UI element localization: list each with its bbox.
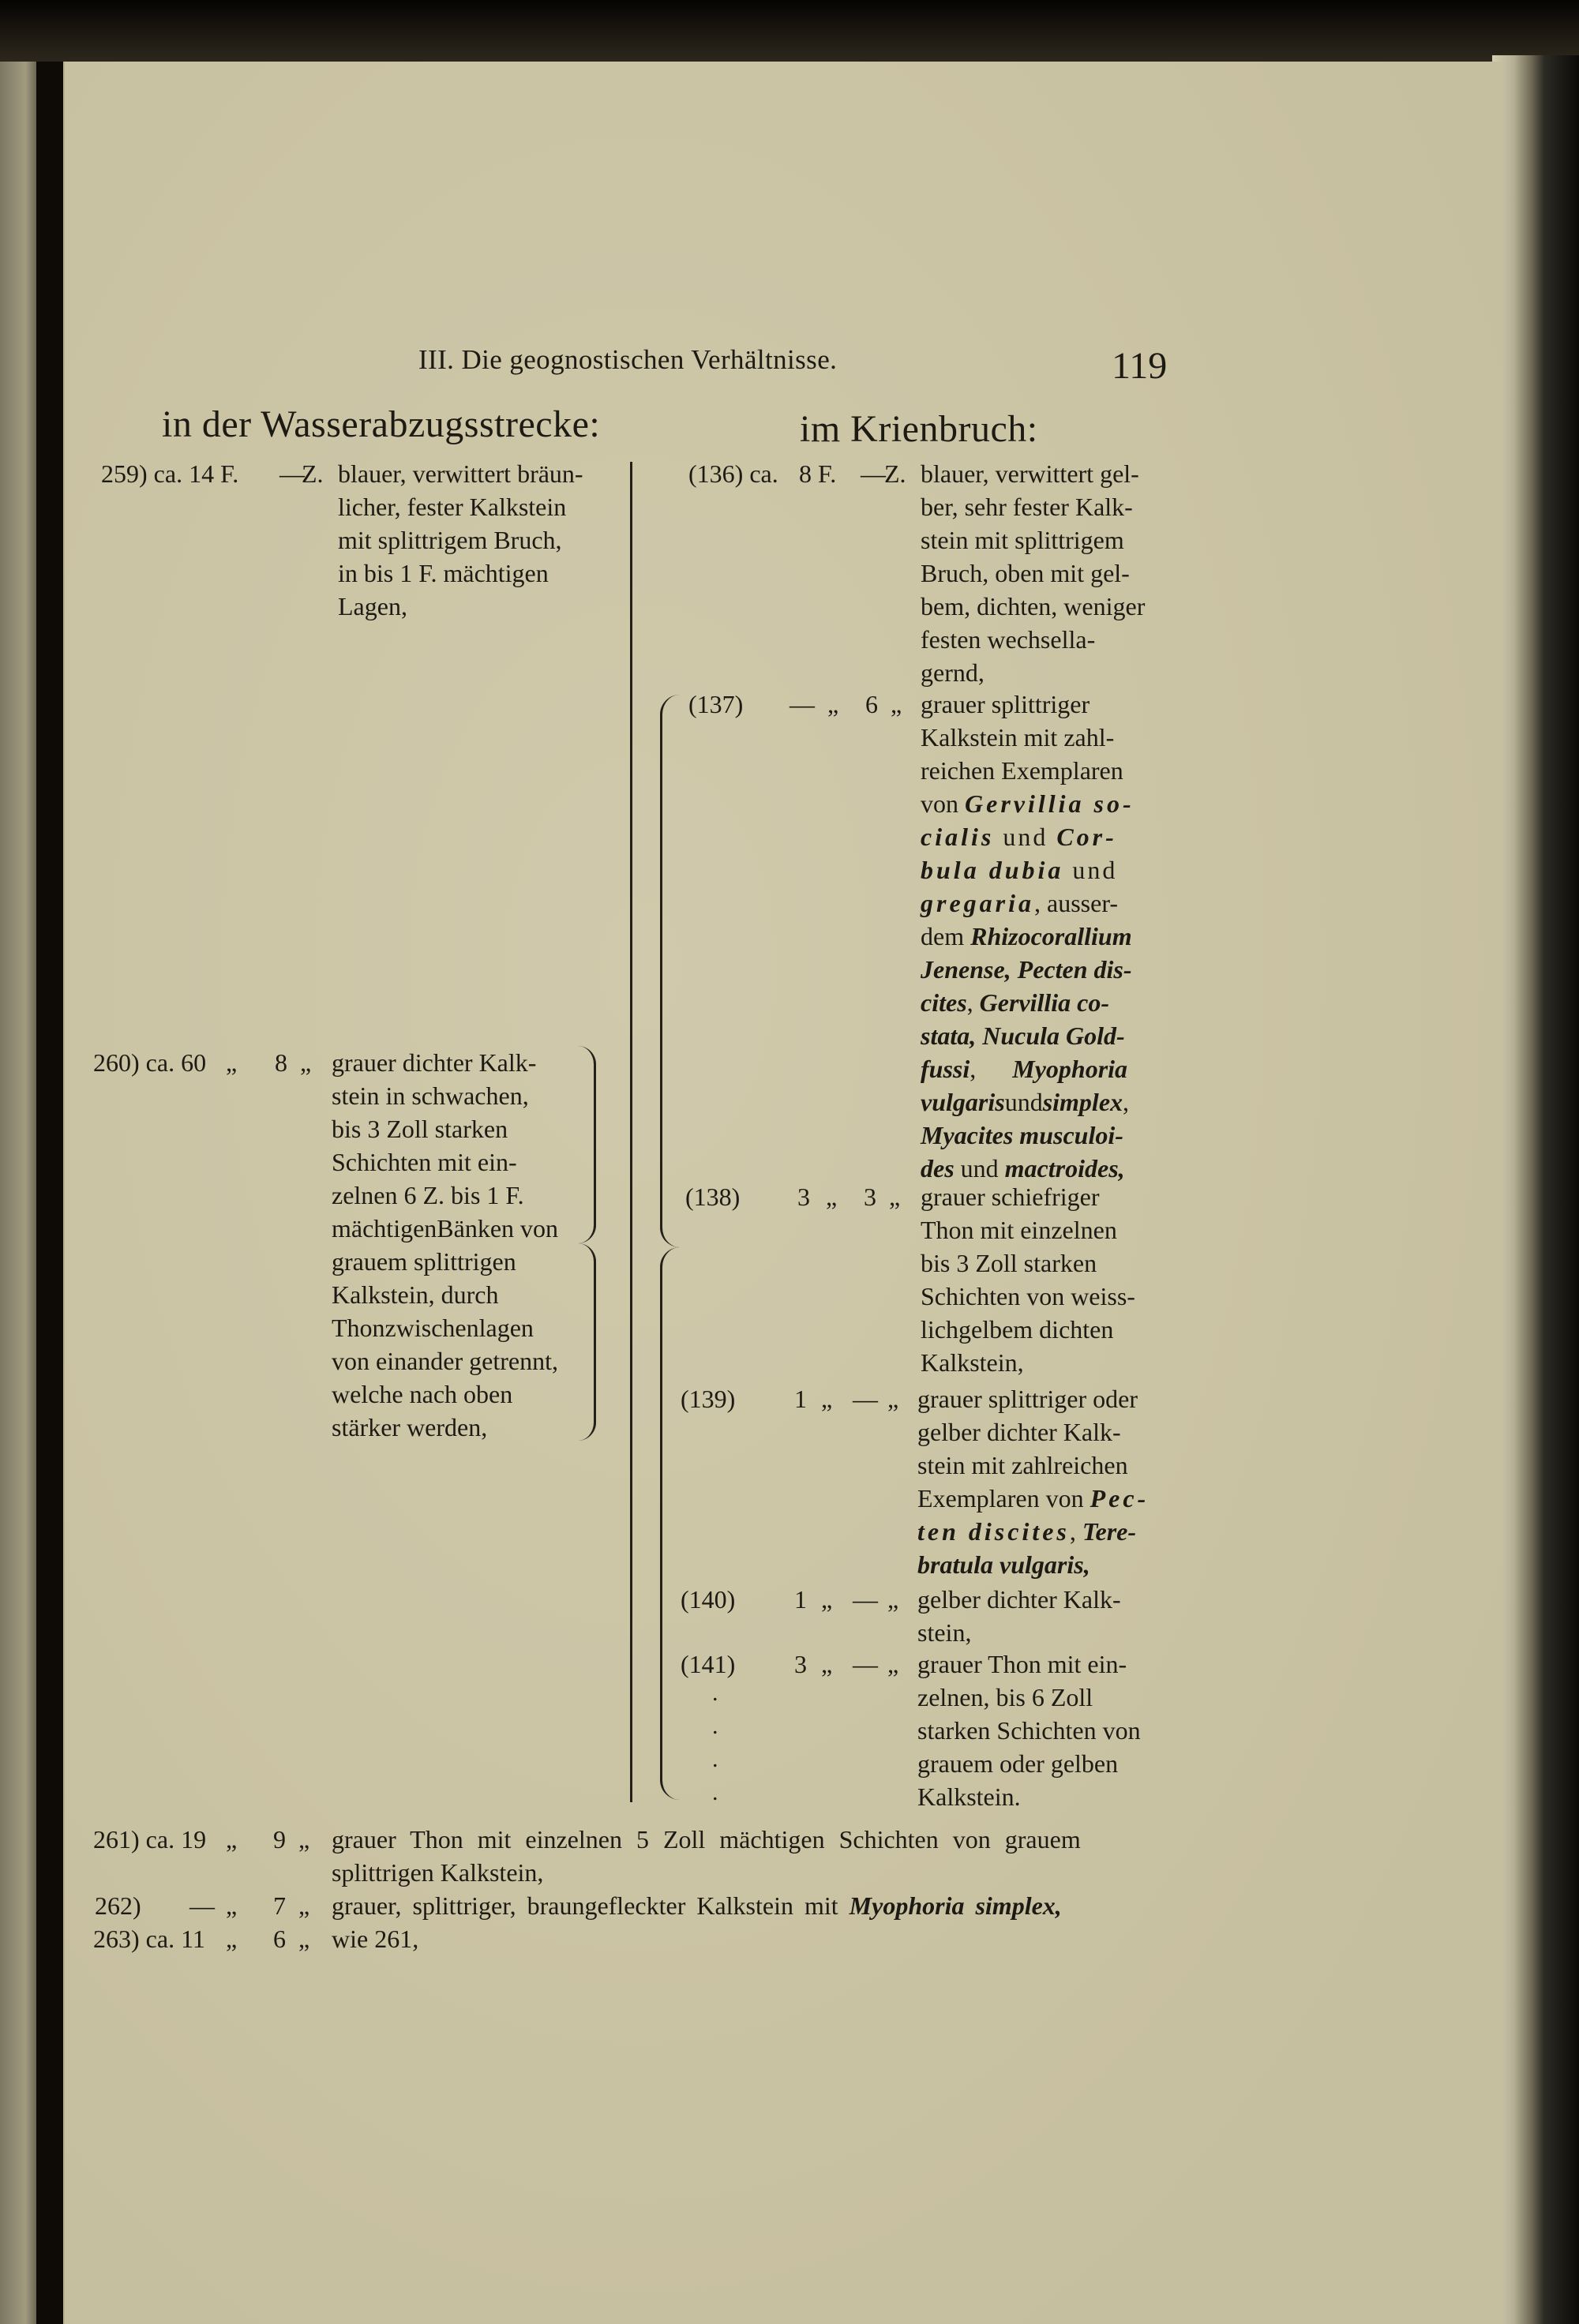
ditto-mark: „ — [887, 1585, 899, 1614]
leader-dot: . — [712, 1680, 718, 1706]
desc-line: grauer splittriger oder — [917, 1385, 1138, 1413]
desc-line: grauem splittrigen — [332, 1247, 516, 1276]
desc-line: wie 261, — [332, 1925, 419, 1953]
book-right-edge — [1492, 55, 1579, 2324]
species-name: Cor- — [1056, 823, 1117, 851]
ditto-mark: „ — [298, 1825, 310, 1854]
species-name: Myophoria — [1012, 1055, 1128, 1083]
desc-line: Kalkstein, durch — [332, 1280, 499, 1309]
desc-line — [921, 1156, 1125, 1181]
desc-line: Schichten von weiss- — [921, 1282, 1135, 1310]
desc-line: stärker werden, — [332, 1413, 488, 1441]
entry-number: (139) — [681, 1385, 736, 1413]
desc-line: bis 3 Zoll starken — [332, 1115, 508, 1143]
ditto-mark: „ — [887, 1650, 899, 1678]
desc-line: stein, — [917, 1618, 972, 1647]
ditto-mark: „ — [226, 1048, 238, 1077]
species-name: Pec- — [1090, 1484, 1150, 1512]
desc-line — [921, 890, 1118, 916]
entry-value: 3 — [864, 1183, 876, 1211]
previous-page-edge — [0, 62, 36, 2324]
text: dem — [921, 922, 971, 950]
desc-line: grauer schiefriger — [921, 1183, 1100, 1211]
desc-line — [921, 1056, 1127, 1081]
text: und — [1004, 1088, 1043, 1116]
desc-line: reichen Exemplaren — [921, 756, 1123, 785]
entry-dash: — — [189, 1891, 215, 1920]
desc-line: starken Schichten von — [917, 1716, 1141, 1745]
brace-right-upper — [660, 695, 680, 1247]
ditto-mark: „ — [298, 1925, 310, 1953]
entry-dash: — — [279, 459, 305, 488]
desc-line: Kalkstein. — [917, 1782, 1021, 1811]
desc-line — [921, 924, 1132, 949]
text: , — [1069, 1517, 1082, 1546]
entry-number: (138) — [685, 1183, 741, 1211]
desc-line: stein mit zahlreichen — [917, 1451, 1128, 1479]
desc-line: licher, fester Kalkstein — [338, 493, 567, 521]
entry-number: 261) ca. 19 — [93, 1825, 207, 1854]
entry-number: 262) — [95, 1891, 141, 1920]
species-name: vulgaris — [921, 1088, 1005, 1116]
entry-value: 9 — [273, 1825, 286, 1854]
species-name: fussi — [921, 1055, 970, 1083]
ditto-mark: „ — [298, 1891, 310, 1920]
text: und — [994, 823, 1057, 851]
desc-line — [921, 990, 1109, 1015]
species-name: mactroides, — [1004, 1154, 1125, 1183]
entry-number: (140) — [681, 1585, 736, 1614]
desc-line: Kalkstein mit zahl- — [921, 723, 1115, 752]
entry-value: 8 F. — [799, 459, 837, 488]
desc-line — [917, 1519, 1136, 1544]
desc-line: grauer dichter Kalk- — [332, 1048, 537, 1077]
entry-value: 3 — [794, 1650, 807, 1678]
entry-unit: Z. — [884, 459, 906, 488]
entry-dash: — — [790, 690, 815, 718]
text: , — [970, 1055, 983, 1083]
text: von — [921, 789, 965, 818]
desc-line: splittrigen Kalkstein, — [332, 1858, 544, 1887]
entry-value: 1 — [794, 1385, 807, 1413]
entry-dash: — — [861, 459, 886, 488]
desc-line: grauer Thon mit einzelnen 5 Zoll mächtigen Schichten von grauem — [332, 1825, 1081, 1854]
entry-dash: — — [853, 1650, 878, 1678]
desc-line: bem, dichten, weniger — [921, 592, 1146, 620]
desc-line: Bruch, oben mit gel- — [921, 559, 1130, 587]
desc-line: blauer, verwittert gel- — [921, 459, 1139, 488]
desc-line: Thon mit einzelnen — [921, 1216, 1117, 1244]
desc-line: mächtigenBänken von — [332, 1214, 559, 1243]
desc-line: grauer splittriger — [921, 690, 1090, 718]
species-name: Gervillia co- — [979, 988, 1110, 1017]
entry-number: (137) — [688, 690, 744, 718]
desc-line: stata, Nucula Gold- — [921, 1021, 1125, 1050]
ditto-mark: „ — [226, 1891, 238, 1920]
desc-line: stein in schwachen, — [332, 1081, 529, 1110]
section-heading-left: in der Wasserabzugsstrecke: — [162, 403, 601, 445]
leader-dot: . — [712, 1713, 718, 1739]
ditto-mark: „ — [891, 690, 902, 718]
entry-number: 260) ca. 60 — [93, 1048, 207, 1077]
book-top-edge — [0, 0, 1579, 62]
desc-line — [921, 791, 1135, 816]
desc-line: Lagen, — [338, 592, 407, 620]
ditto-mark: „ — [821, 1385, 833, 1413]
species-name: bula dubia — [921, 856, 1064, 884]
desc-line: grauer Thon mit ein- — [917, 1650, 1127, 1678]
entry-dash: — — [853, 1385, 878, 1413]
species-name: cites — [921, 988, 967, 1017]
entry-value: 1 — [794, 1585, 807, 1614]
brace-left-lower — [578, 1243, 596, 1441]
desc-line — [921, 857, 1117, 883]
page-number: 119 — [1112, 345, 1168, 387]
ditto-mark: „ — [821, 1650, 833, 1678]
entry-value: 6 — [273, 1925, 286, 1953]
species-name: Myophoria simplex, — [849, 1891, 1062, 1920]
ditto-mark: „ — [889, 1183, 901, 1211]
brace-right-lower — [660, 1247, 680, 1800]
entry-number: (136) ca. — [688, 459, 778, 488]
entry-number: 259) ca. 14 F. — [101, 459, 239, 488]
desc-line — [917, 1486, 1149, 1511]
desc-line: Jenense, Pecten dis- — [921, 955, 1132, 984]
entry-unit: Z. — [302, 459, 324, 488]
species-name: Tere- — [1082, 1517, 1136, 1546]
section-heading-right: im Krienbruch: — [800, 408, 1038, 450]
ditto-mark: „ — [226, 1825, 238, 1854]
ditto-mark: „ — [226, 1925, 238, 1953]
desc-line: Myacites musculoi- — [921, 1121, 1123, 1149]
book-page — [63, 62, 1502, 2324]
species-name: ten discites — [917, 1517, 1070, 1546]
species-name: des — [921, 1154, 955, 1183]
brace-left-upper — [578, 1046, 596, 1243]
desc-line: mit splittrigem Bruch, — [338, 526, 562, 554]
ditto-mark: „ — [887, 1385, 899, 1413]
entry-value: 8 — [275, 1048, 287, 1077]
entry-number: (141) — [681, 1650, 736, 1678]
desc-line: stein mit splittrigem — [921, 526, 1124, 554]
desc-line: in bis 1 F. mächtigen — [338, 559, 549, 587]
desc-line: zelnen 6 Z. bis 1 F. — [332, 1181, 524, 1209]
ditto-mark: „ — [821, 1585, 833, 1614]
desc-line: Kalkstein, — [921, 1348, 1024, 1377]
ditto-mark: „ — [827, 690, 839, 718]
ditto-mark: „ — [300, 1048, 312, 1077]
text: und — [954, 1154, 1005, 1183]
text: , — [966, 988, 980, 1017]
desc-line: Schichten mit ein- — [332, 1148, 517, 1176]
text: grauer, splittriger, braungefleckter Kalkstein mit — [332, 1891, 850, 1920]
desc-line: Thonzwischenlagen — [332, 1314, 534, 1342]
desc-line: festen wechsella- — [921, 625, 1096, 654]
species-name: cialis — [921, 823, 995, 851]
entry-number: 263) ca. 11 — [93, 1925, 205, 1953]
desc-line: grauem oder gelben — [917, 1749, 1119, 1778]
desc-line: gelber dichter Kalk- — [917, 1418, 1121, 1446]
entry-value: 3 — [797, 1183, 810, 1211]
species-name: Rhizocorallium — [970, 922, 1132, 950]
desc-line — [332, 1893, 1062, 1918]
desc-line: von einander getrennt, — [332, 1347, 558, 1375]
desc-line: vulgarisundsimplex, — [921, 1088, 1130, 1116]
running-header: III. Die geognostischen Verhältnisse. — [418, 344, 838, 375]
species-name: Gervillia so- — [965, 789, 1135, 818]
desc-line: welche nach oben — [332, 1380, 513, 1408]
desc-line: gelber dichter Kalk- — [917, 1585, 1121, 1614]
desc-line: zelnen, bis 6 Zoll — [917, 1683, 1093, 1711]
desc-line: bis 3 Zoll starken — [921, 1249, 1097, 1277]
leader-dot: . — [712, 1746, 718, 1772]
species-name: gregaria — [921, 889, 1034, 917]
text: , ausser- — [1034, 889, 1118, 917]
species-name: simplex — [1042, 1088, 1123, 1116]
desc-line: bratula vulgaris, — [917, 1550, 1090, 1579]
text: und — [1063, 856, 1118, 884]
entry-value: 7 — [273, 1891, 286, 1920]
entry-dash: — — [853, 1585, 878, 1614]
desc-line: lichgelbem dichten — [921, 1315, 1114, 1344]
entry-value: 6 — [865, 690, 878, 718]
desc-line — [921, 824, 1117, 849]
ditto-mark: „ — [826, 1183, 838, 1211]
column-divider — [630, 462, 632, 1802]
desc-line: gernd, — [921, 658, 985, 687]
text: Exemplaren von — [917, 1484, 1090, 1512]
desc-line: blauer, verwittert bräun- — [338, 459, 583, 488]
desc-line: ber, sehr fester Kalk- — [921, 493, 1133, 521]
leader-dot: . — [712, 1779, 718, 1805]
